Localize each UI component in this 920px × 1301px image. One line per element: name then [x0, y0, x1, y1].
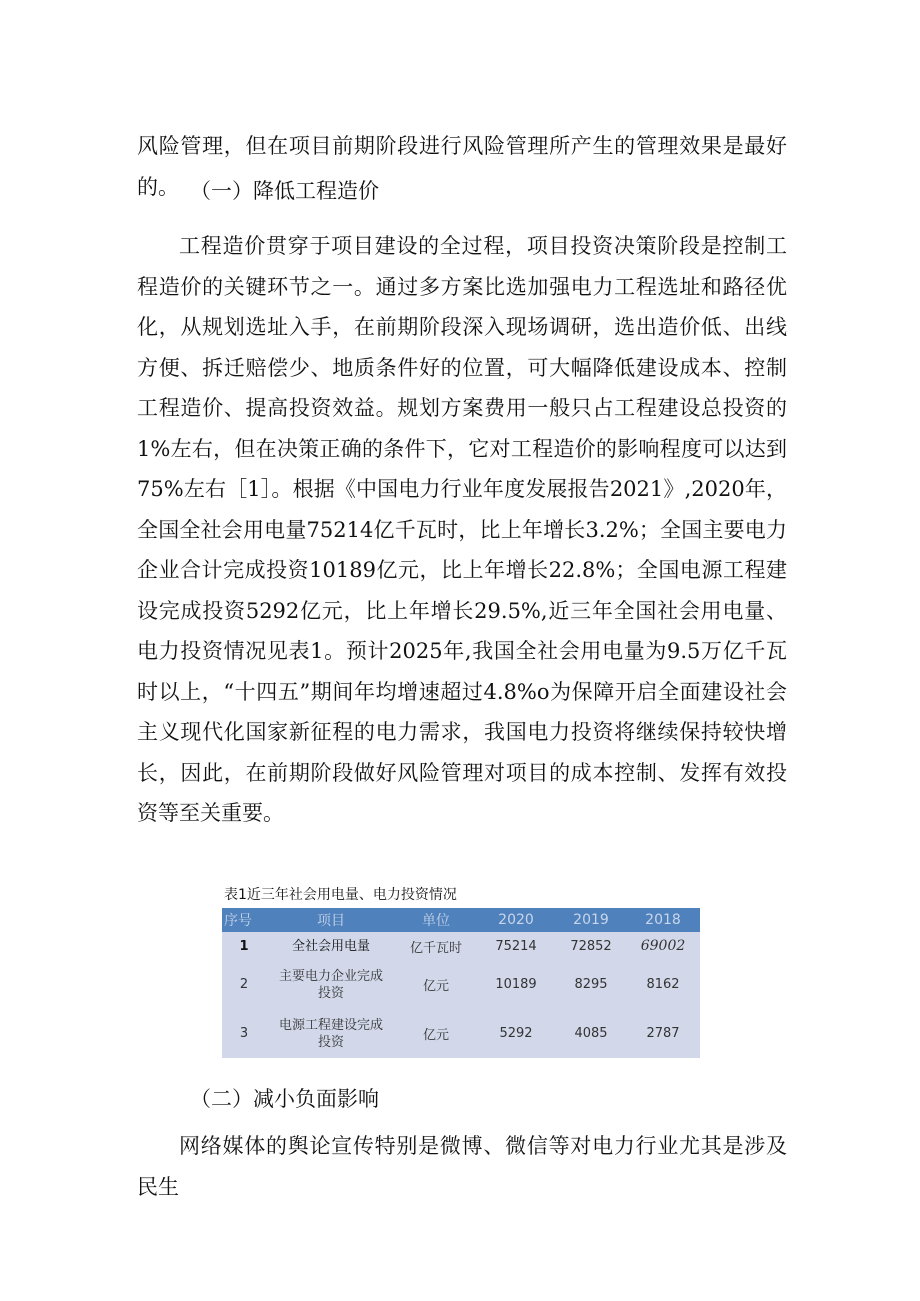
paragraph-cost: 工程造价贯穿于项目建设的全过程，项目投资决策阶段是控制工程造价的关键环节之一。通过多方案比选加强电力工程选址和路径优化，从规划选址入手，在前期阶段深入现场调研，选出造价低、出线方便、拆迁赔偿少、地质条件好的位置，可大幅降低建设成本、控制工程造价、提高投资效益。规划方案费用一般只占工程建设总投资的1%左右，但在决策正确的条件下，它对工程造价的影响程度可以达到75%左右［1］。根据《中国电力行业年度发展报告2021》,2020年，全国全社会用电量75214亿千瓦时，比上年增长3.2%；全国主要电力企业合计完成投资10189亿元，比上年增长22.8%；全国电源工程建设完成投资5292亿元，比上年增长29.5%,近三年全国社会用电量、电力投资情况见表1。预计2025年,我国全社会用电量为9.5万亿千瓦时以上，“十四五”期间年均增速超过4.8%o为保障开启全面建设社会主义现代化国家新征程的电力需求，我国电力投资将继续保持较快增长，因此，在前期阶段做好风险管理对项目的成本控制、发挥有效投资等至关重要。: [137, 234, 787, 825]
cell-2018: 8162: [646, 977, 680, 992]
table-row: [222, 960, 700, 1009]
paragraph-media: 网络媒体的舆论宣传特别是微博、微信等对电力行业尤其是涉及民生: [137, 1134, 787, 1199]
cell-2020: 10189: [495, 977, 537, 992]
header-index: 序号: [222, 908, 266, 932]
header-2019: 2019: [556, 908, 626, 932]
table-row: [222, 1009, 700, 1058]
table-caption: 表1近三年社会用电量、电力投资情况: [224, 887, 457, 903]
cell-unit: 亿元: [422, 1028, 449, 1043]
section-heading-2: （二）减小负面影响: [190, 1087, 379, 1111]
cell-unit: 亿元: [422, 979, 449, 994]
paragraph-intro: 风险管理，但在项目前期阶段进行风险管理所产生的管理效果是最好的。: [137, 134, 787, 199]
power-investment-table: [222, 908, 700, 1058]
header-item: 项目: [266, 908, 396, 932]
cell-2018: 69002: [640, 938, 686, 954]
cell-item: 全社会用电量: [291, 938, 370, 954]
cell-2018: 2787: [646, 1026, 680, 1041]
cell-index: 3: [239, 1026, 249, 1041]
table-header-row: [222, 908, 700, 932]
header-2018: 2018: [626, 908, 700, 932]
cell-2020: 75214: [495, 938, 537, 954]
table-row: [222, 932, 700, 960]
cell-2019: 4085: [574, 1026, 608, 1041]
cell-2019: 8295: [574, 977, 608, 992]
cell-2019: 72852: [570, 938, 612, 954]
cell-item: 主要电力企业完成投资: [278, 968, 383, 1001]
cell-2020: 5292: [499, 1026, 533, 1041]
data-table-container: [222, 908, 700, 1058]
section-heading-1: （一）降低工程造价: [190, 179, 379, 203]
header-unit: 单位: [396, 908, 476, 932]
cell-index: 1: [239, 938, 249, 954]
header-2020: 2020: [476, 908, 556, 932]
cell-unit: 亿千瓦时: [409, 940, 462, 956]
cell-index: 2: [239, 977, 249, 992]
cell-item: 电源工程建设完成投资: [278, 1017, 383, 1050]
